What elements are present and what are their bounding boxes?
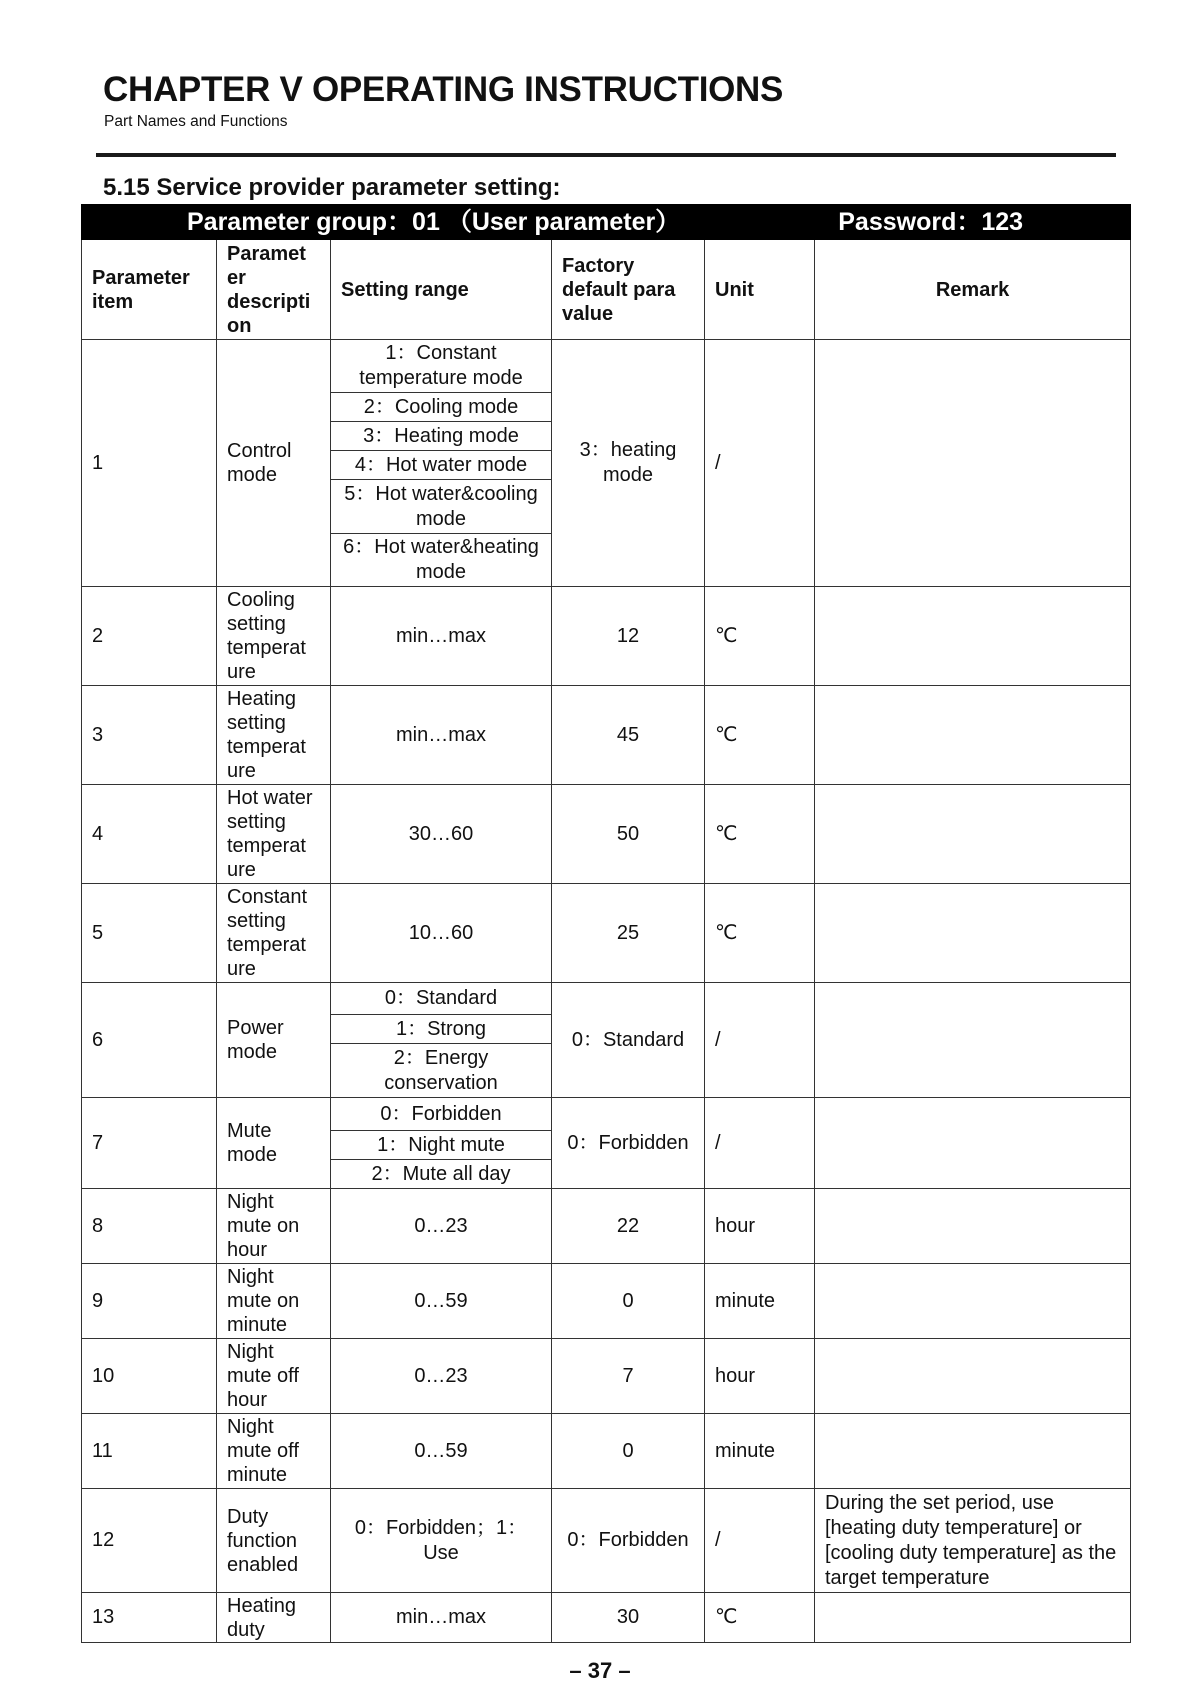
cell-description: Night mute on hour [217, 1189, 331, 1264]
cell-unit: ℃ [705, 686, 815, 785]
cell-item: 5 [82, 884, 217, 983]
cell-unit: minute [705, 1414, 815, 1489]
cell-default: 0：Forbidden [552, 1098, 705, 1189]
cell-item: 2 [82, 587, 217, 686]
cell-default: 0：Standard [552, 983, 705, 1098]
cell-item: 9 [82, 1264, 217, 1339]
cell-remark [815, 587, 1131, 686]
cell-remark [815, 1414, 1131, 1489]
cell-description: Night mute off hour [217, 1339, 331, 1414]
cell-description: Cooling setting temperat ure [217, 587, 331, 686]
cell-description: Night mute off minute [217, 1414, 331, 1489]
cell-item: 6 [82, 983, 217, 1098]
cell-item: 13 [82, 1593, 217, 1643]
cell-remark [815, 1189, 1131, 1264]
cell-description: Mute mode [217, 1098, 331, 1189]
cell-unit: hour [705, 1339, 815, 1414]
cell-default: 30 [552, 1593, 705, 1643]
table-header-row [82, 240, 1131, 340]
cell-option: 4：Hot water mode [331, 451, 552, 480]
cell-option: 2：Cooling mode [331, 393, 552, 422]
cell-range: 30…60 [331, 785, 552, 884]
cell-unit: / [705, 1489, 815, 1593]
cell-option: 2：Energy conservation [331, 1044, 552, 1098]
cell-range: 0…59 [331, 1414, 552, 1489]
cell-default: 3：heating mode [552, 340, 705, 587]
table-row [82, 884, 1131, 983]
table-row [82, 1414, 1131, 1489]
cell-item: 10 [82, 1339, 217, 1414]
col-header-unit: Unit [705, 240, 815, 340]
cell-remark [815, 884, 1131, 983]
password-label: Password：123 [838, 207, 1024, 236]
cell-range: 10…60 [331, 884, 552, 983]
cell-description: Night mute on minute [217, 1264, 331, 1339]
cell-item: 7 [82, 1098, 217, 1189]
cell-unit: minute [705, 1264, 815, 1339]
cell-remark [815, 983, 1131, 1098]
col-header-default: Factory default para value [552, 240, 705, 340]
table-banner [82, 205, 1131, 240]
cell-default: 0 [552, 1264, 705, 1339]
cell-unit: ℃ [705, 1593, 815, 1643]
section-title: 5.15 Service provider parameter setting: [103, 174, 561, 201]
cell-option: 1：Strong [331, 1015, 552, 1044]
col-header-description: Paramet er descripti on [217, 240, 331, 340]
cell-range: 0…59 [331, 1264, 552, 1339]
cell-default: 22 [552, 1189, 705, 1264]
cell-item: 11 [82, 1414, 217, 1489]
table-row [82, 1189, 1131, 1264]
cell-remark [815, 1264, 1131, 1339]
cell-default: 50 [552, 785, 705, 884]
cell-range: min…max [331, 686, 552, 785]
page-number: – 37 – [569, 1658, 631, 1683]
cell-description: Constant setting temperat ure [217, 884, 331, 983]
cell-option: 6：Hot water&heating mode [331, 534, 552, 587]
cell-item: 4 [82, 785, 217, 884]
cell-range: 0…23 [331, 1339, 552, 1414]
table-row [82, 1593, 1131, 1643]
cell-description: Power mode [217, 983, 331, 1098]
cell-range: 0…23 [331, 1189, 552, 1264]
cell-description: Duty function enabled [217, 1489, 331, 1593]
cell-description: Hot water setting temperat ure [217, 785, 331, 884]
cell-default: 0：Forbidden [552, 1489, 705, 1593]
cell-remark [815, 686, 1131, 785]
cell-default: 45 [552, 686, 705, 785]
col-header-item: Parameter item [82, 240, 217, 340]
cell-remark [815, 340, 1131, 587]
cell-unit: / [705, 1098, 815, 1189]
cell-unit: ℃ [705, 884, 815, 983]
cell-range: 0：Forbidden；1：Use [331, 1489, 552, 1593]
table-row [82, 587, 1131, 686]
cell-remark: During the set period, use [heating duty temperature] or [cooling duty temperature] as the target temperature [815, 1489, 1131, 1593]
cell-item: 8 [82, 1189, 217, 1264]
cell-option: 1：Constant temperature mode [331, 340, 552, 393]
table-row [82, 1098, 1131, 1131]
cell-option: 3：Heating mode [331, 422, 552, 451]
cell-default: 12 [552, 587, 705, 686]
cell-unit: ℃ [705, 785, 815, 884]
cell-option: 1：Night mute [331, 1131, 552, 1160]
cell-description: Heating setting temperat ure [217, 686, 331, 785]
col-header-remark: Remark [815, 240, 1131, 340]
cell-option: 0：Forbidden [331, 1098, 552, 1131]
cell-description: Heating duty [217, 1593, 331, 1643]
cell-unit: ℃ [705, 587, 815, 686]
table-row [82, 686, 1131, 785]
cell-option: 2：Mute all day [331, 1160, 552, 1189]
cell-item: 3 [82, 686, 217, 785]
chapter-subtitle: Part Names and Functions [104, 113, 288, 130]
table-row [82, 785, 1131, 884]
cell-remark [815, 1593, 1131, 1643]
table-row [82, 1339, 1131, 1414]
cell-remark [815, 785, 1131, 884]
header-rule [96, 153, 1116, 157]
parameter-group-label: Parameter group：01 （User parameter） [187, 207, 681, 236]
chapter-title: CHAPTER V OPERATING INSTRUCTIONS [103, 70, 784, 109]
table-row [82, 1264, 1131, 1339]
cell-remark [815, 1339, 1131, 1414]
table-row [82, 340, 1131, 393]
cell-unit: hour [705, 1189, 815, 1264]
cell-unit: / [705, 340, 815, 587]
cell-option: 5：Hot water&cooling mode [331, 480, 552, 534]
col-header-range: Setting range [331, 240, 552, 340]
cell-unit: / [705, 983, 815, 1098]
cell-default: 0 [552, 1414, 705, 1489]
cell-description: Control mode [217, 340, 331, 587]
cell-range: min…max [331, 587, 552, 686]
cell-option: 0：Standard [331, 983, 552, 1015]
table-row [82, 1489, 1131, 1593]
parameter-table [81, 204, 1131, 1643]
cell-remark [815, 1098, 1131, 1189]
cell-default: 25 [552, 884, 705, 983]
cell-item: 1 [82, 340, 217, 587]
table-row [82, 983, 1131, 1015]
cell-default: 7 [552, 1339, 705, 1414]
cell-range: min…max [331, 1593, 552, 1643]
cell-item: 12 [82, 1489, 217, 1593]
